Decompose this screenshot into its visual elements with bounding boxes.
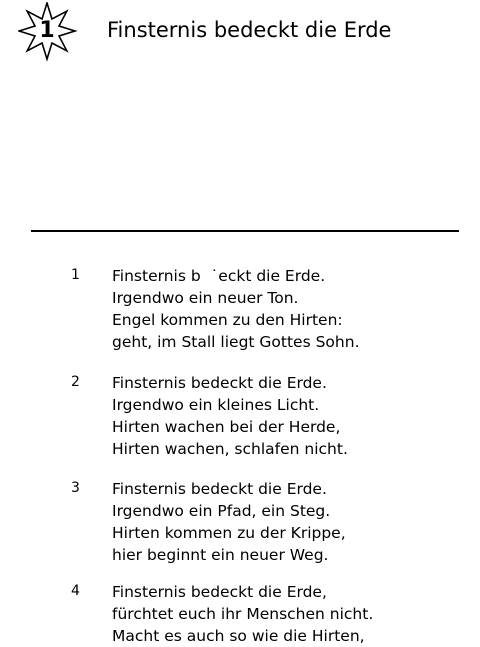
verse-line: Finsternis bedeckt die Erde, xyxy=(112,583,327,601)
verse-lines xyxy=(112,581,373,647)
verse-line: Irgendwo ein kleines Licht. xyxy=(112,396,320,414)
song-number-badge xyxy=(18,2,78,62)
verse-line: Irgendwo ein neuer Ton. xyxy=(112,289,299,307)
verse-number: 1 xyxy=(71,267,80,283)
divider-line xyxy=(31,230,459,232)
verse-lines xyxy=(112,372,348,460)
verse-line: hier beginnt ein neuer Weg. xyxy=(112,546,329,564)
verse-lines xyxy=(112,265,360,353)
verse-line: fürchtet euch ihr Menschen nicht. xyxy=(112,605,374,623)
verse-number: 4 xyxy=(71,583,80,599)
song-number: 1 xyxy=(39,18,55,43)
verse-line: Hirten wachen bei der Herde, xyxy=(112,418,341,436)
verse-line: Finsternis b ˙eckt die Erde. xyxy=(112,267,326,285)
verse-line: geht, im Stall liegt Gottes Sohn. xyxy=(112,333,360,351)
verse-line: Finsternis bedeckt die Erde. xyxy=(112,374,327,392)
verse-number: 2 xyxy=(71,374,80,390)
verse-line: Macht es auch so wie die Hirten, xyxy=(112,627,365,645)
verse-line: Hirten wachen, schlafen nicht. xyxy=(112,440,348,458)
verse-line: Irgendwo ein Pfad, ein Steg. xyxy=(112,502,331,520)
verse-lines xyxy=(112,478,346,566)
verse-number: 3 xyxy=(71,480,80,496)
verse-line: Engel kommen zu den Hirten: xyxy=(112,311,343,329)
verse-line: Finsternis bedeckt die Erde. xyxy=(112,480,327,498)
verse-line: Hirten kommen zu der Krippe, xyxy=(112,524,346,542)
song-title: Finsternis bedeckt die Erde xyxy=(107,18,392,42)
